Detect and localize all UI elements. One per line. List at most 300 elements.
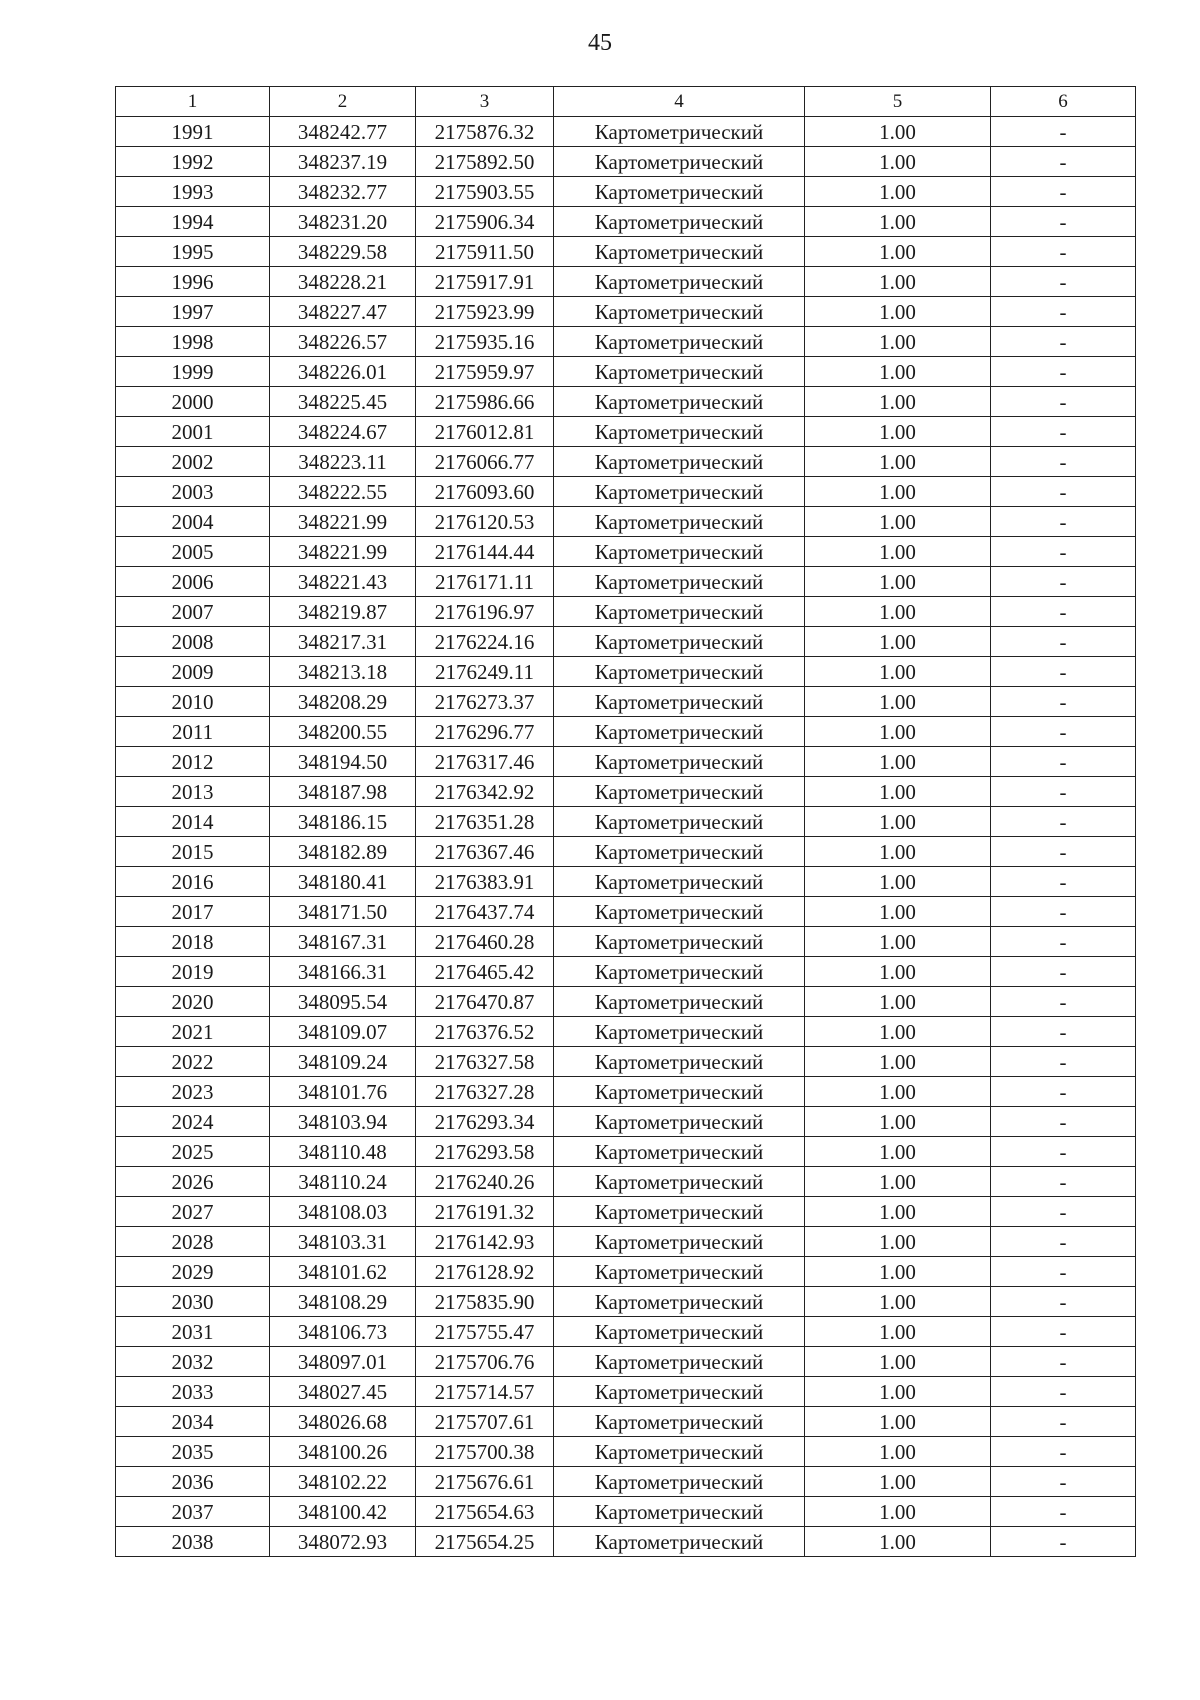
table-row bbox=[116, 237, 1136, 267]
note-cell: - bbox=[991, 327, 1136, 357]
y-coordinate-cell: 2175755.47 bbox=[416, 1317, 554, 1347]
table-row bbox=[116, 207, 1136, 237]
accuracy-cell: 1.00 bbox=[805, 447, 991, 477]
table-row bbox=[116, 717, 1136, 747]
x-coordinate-cell: 348110.48 bbox=[270, 1137, 416, 1167]
method-cell: Картометрический bbox=[554, 1317, 805, 1347]
point-number-cell: 1997 bbox=[116, 297, 270, 327]
point-number-cell: 2013 bbox=[116, 777, 270, 807]
table-row bbox=[116, 987, 1136, 1017]
accuracy-cell: 1.00 bbox=[805, 1017, 991, 1047]
y-coordinate-cell: 2175707.61 bbox=[416, 1407, 554, 1437]
y-coordinate-cell: 2176273.37 bbox=[416, 687, 554, 717]
note-cell: - bbox=[991, 1137, 1136, 1167]
accuracy-cell: 1.00 bbox=[805, 537, 991, 567]
method-cell: Картометрический bbox=[554, 837, 805, 867]
accuracy-cell: 1.00 bbox=[805, 1467, 991, 1497]
method-cell: Картометрический bbox=[554, 537, 805, 567]
table-row bbox=[116, 1317, 1136, 1347]
method-cell: Картометрический bbox=[554, 477, 805, 507]
point-number-cell: 2014 bbox=[116, 807, 270, 837]
accuracy-cell: 1.00 bbox=[805, 117, 991, 147]
method-cell: Картометрический bbox=[554, 237, 805, 267]
accuracy-cell: 1.00 bbox=[805, 477, 991, 507]
accuracy-cell: 1.00 bbox=[805, 747, 991, 777]
method-cell: Картометрический bbox=[554, 687, 805, 717]
note-cell: - bbox=[991, 507, 1136, 537]
accuracy-cell: 1.00 bbox=[805, 357, 991, 387]
accuracy-cell: 1.00 bbox=[805, 867, 991, 897]
point-number-cell: 2021 bbox=[116, 1017, 270, 1047]
note-cell: - bbox=[991, 1257, 1136, 1287]
table-row bbox=[116, 117, 1136, 147]
table-row bbox=[116, 417, 1136, 447]
note-cell: - bbox=[991, 1527, 1136, 1557]
note-cell: - bbox=[991, 1467, 1136, 1497]
note-cell: - bbox=[991, 1497, 1136, 1527]
point-number-cell: 2035 bbox=[116, 1437, 270, 1467]
x-coordinate-cell: 348237.19 bbox=[270, 147, 416, 177]
note-cell: - bbox=[991, 267, 1136, 297]
note-cell: - bbox=[991, 687, 1136, 717]
point-number-cell: 2023 bbox=[116, 1077, 270, 1107]
note-cell: - bbox=[991, 897, 1136, 927]
note-cell: - bbox=[991, 807, 1136, 837]
note-cell: - bbox=[991, 537, 1136, 567]
note-cell: - bbox=[991, 1077, 1136, 1107]
point-number-cell: 2004 bbox=[116, 507, 270, 537]
column-header-3: 3 bbox=[416, 87, 554, 117]
table-row bbox=[116, 327, 1136, 357]
accuracy-cell: 1.00 bbox=[805, 1167, 991, 1197]
x-coordinate-cell: 348194.50 bbox=[270, 747, 416, 777]
y-coordinate-cell: 2176144.44 bbox=[416, 537, 554, 567]
x-coordinate-cell: 348187.98 bbox=[270, 777, 416, 807]
column-header-2: 2 bbox=[270, 87, 416, 117]
accuracy-cell: 1.00 bbox=[805, 897, 991, 927]
y-coordinate-cell: 2176293.58 bbox=[416, 1137, 554, 1167]
table-row bbox=[116, 957, 1136, 987]
y-coordinate-cell: 2175917.91 bbox=[416, 267, 554, 297]
method-cell: Картометрический bbox=[554, 1017, 805, 1047]
note-cell: - bbox=[991, 147, 1136, 177]
point-number-cell: 2007 bbox=[116, 597, 270, 627]
x-coordinate-cell: 348100.42 bbox=[270, 1497, 416, 1527]
x-coordinate-cell: 348167.31 bbox=[270, 927, 416, 957]
x-coordinate-cell: 348103.31 bbox=[270, 1227, 416, 1257]
y-coordinate-cell: 2176240.26 bbox=[416, 1167, 554, 1197]
point-number-cell: 1992 bbox=[116, 147, 270, 177]
point-number-cell: 1995 bbox=[116, 237, 270, 267]
table-row bbox=[116, 477, 1136, 507]
point-number-cell: 2031 bbox=[116, 1317, 270, 1347]
table-row bbox=[116, 1287, 1136, 1317]
point-number-cell: 2033 bbox=[116, 1377, 270, 1407]
note-cell: - bbox=[991, 1047, 1136, 1077]
accuracy-cell: 1.00 bbox=[805, 1347, 991, 1377]
accuracy-cell: 1.00 bbox=[805, 1287, 991, 1317]
accuracy-cell: 1.00 bbox=[805, 387, 991, 417]
table-row bbox=[116, 297, 1136, 327]
method-cell: Картометрический bbox=[554, 1197, 805, 1227]
column-header-4: 4 bbox=[554, 87, 805, 117]
method-cell: Картометрический bbox=[554, 417, 805, 447]
accuracy-cell: 1.00 bbox=[805, 207, 991, 237]
x-coordinate-cell: 348106.73 bbox=[270, 1317, 416, 1347]
note-cell: - bbox=[991, 1437, 1136, 1467]
accuracy-cell: 1.00 bbox=[805, 1527, 991, 1557]
point-number-cell: 2026 bbox=[116, 1167, 270, 1197]
point-number-cell: 2018 bbox=[116, 927, 270, 957]
note-cell: - bbox=[991, 837, 1136, 867]
x-coordinate-cell: 348109.07 bbox=[270, 1017, 416, 1047]
x-coordinate-cell: 348225.45 bbox=[270, 387, 416, 417]
table-row bbox=[116, 777, 1136, 807]
note-cell: - bbox=[991, 117, 1136, 147]
y-coordinate-cell: 2176367.46 bbox=[416, 837, 554, 867]
y-coordinate-cell: 2176293.34 bbox=[416, 1107, 554, 1137]
y-coordinate-cell: 2176191.32 bbox=[416, 1197, 554, 1227]
table-row bbox=[116, 927, 1136, 957]
note-cell: - bbox=[991, 717, 1136, 747]
table-row bbox=[116, 1377, 1136, 1407]
table-row bbox=[116, 1257, 1136, 1287]
y-coordinate-cell: 2176376.52 bbox=[416, 1017, 554, 1047]
y-coordinate-cell: 2175986.66 bbox=[416, 387, 554, 417]
point-number-cell: 2006 bbox=[116, 567, 270, 597]
y-coordinate-cell: 2175959.97 bbox=[416, 357, 554, 387]
accuracy-cell: 1.00 bbox=[805, 1437, 991, 1467]
point-number-cell: 2028 bbox=[116, 1227, 270, 1257]
point-number-cell: 1999 bbox=[116, 357, 270, 387]
table-row bbox=[116, 687, 1136, 717]
point-number-cell: 2032 bbox=[116, 1347, 270, 1377]
x-coordinate-cell: 348109.24 bbox=[270, 1047, 416, 1077]
x-coordinate-cell: 348100.26 bbox=[270, 1437, 416, 1467]
point-number-cell: 2003 bbox=[116, 477, 270, 507]
point-number-cell: 2016 bbox=[116, 867, 270, 897]
table-row bbox=[116, 867, 1136, 897]
note-cell: - bbox=[991, 987, 1136, 1017]
y-coordinate-cell: 2176224.16 bbox=[416, 627, 554, 657]
x-coordinate-cell: 348108.03 bbox=[270, 1197, 416, 1227]
accuracy-cell: 1.00 bbox=[805, 807, 991, 837]
x-coordinate-cell: 348101.76 bbox=[270, 1077, 416, 1107]
point-number-cell: 2015 bbox=[116, 837, 270, 867]
y-coordinate-cell: 2175911.50 bbox=[416, 237, 554, 267]
accuracy-cell: 1.00 bbox=[805, 1227, 991, 1257]
y-coordinate-cell: 2176196.97 bbox=[416, 597, 554, 627]
x-coordinate-cell: 348166.31 bbox=[270, 957, 416, 987]
table-row bbox=[116, 537, 1136, 567]
y-coordinate-cell: 2176465.42 bbox=[416, 957, 554, 987]
note-cell: - bbox=[991, 957, 1136, 987]
point-number-cell: 2036 bbox=[116, 1467, 270, 1497]
accuracy-cell: 1.00 bbox=[805, 297, 991, 327]
y-coordinate-cell: 2175892.50 bbox=[416, 147, 554, 177]
note-cell: - bbox=[991, 657, 1136, 687]
note-cell: - bbox=[991, 237, 1136, 267]
table-row bbox=[116, 1197, 1136, 1227]
note-cell: - bbox=[991, 297, 1136, 327]
method-cell: Картометрический bbox=[554, 597, 805, 627]
method-cell: Картометрический bbox=[554, 177, 805, 207]
method-cell: Картометрический bbox=[554, 1377, 805, 1407]
accuracy-cell: 1.00 bbox=[805, 327, 991, 357]
note-cell: - bbox=[991, 1197, 1136, 1227]
note-cell: - bbox=[991, 1377, 1136, 1407]
table-body bbox=[116, 87, 1136, 1557]
y-coordinate-cell: 2175700.38 bbox=[416, 1437, 554, 1467]
note-cell: - bbox=[991, 867, 1136, 897]
x-coordinate-cell: 348200.55 bbox=[270, 717, 416, 747]
x-coordinate-cell: 348180.41 bbox=[270, 867, 416, 897]
table-row bbox=[116, 507, 1136, 537]
x-coordinate-cell: 348108.29 bbox=[270, 1287, 416, 1317]
method-cell: Картометрический bbox=[554, 897, 805, 927]
point-number-cell: 1996 bbox=[116, 267, 270, 297]
table-row bbox=[116, 1047, 1136, 1077]
note-cell: - bbox=[991, 777, 1136, 807]
accuracy-cell: 1.00 bbox=[805, 777, 991, 807]
method-cell: Картометрический bbox=[554, 747, 805, 777]
method-cell: Картометрический bbox=[554, 507, 805, 537]
method-cell: Картометрический bbox=[554, 717, 805, 747]
point-number-cell: 2030 bbox=[116, 1287, 270, 1317]
accuracy-cell: 1.00 bbox=[805, 987, 991, 1017]
x-coordinate-cell: 348110.24 bbox=[270, 1167, 416, 1197]
y-coordinate-cell: 2175706.76 bbox=[416, 1347, 554, 1377]
note-cell: - bbox=[991, 567, 1136, 597]
note-cell: - bbox=[991, 927, 1136, 957]
accuracy-cell: 1.00 bbox=[805, 1317, 991, 1347]
x-coordinate-cell: 348231.20 bbox=[270, 207, 416, 237]
x-coordinate-cell: 348026.68 bbox=[270, 1407, 416, 1437]
table-row bbox=[116, 1227, 1136, 1257]
x-coordinate-cell: 348219.87 bbox=[270, 597, 416, 627]
coordinates-table bbox=[115, 86, 1136, 1557]
table-row bbox=[116, 447, 1136, 477]
method-cell: Картометрический bbox=[554, 1527, 805, 1557]
method-cell: Картометрический bbox=[554, 1227, 805, 1257]
accuracy-cell: 1.00 bbox=[805, 1497, 991, 1527]
note-cell: - bbox=[991, 357, 1136, 387]
x-coordinate-cell: 348027.45 bbox=[270, 1377, 416, 1407]
y-coordinate-cell: 2176296.77 bbox=[416, 717, 554, 747]
point-number-cell: 2022 bbox=[116, 1047, 270, 1077]
table-row bbox=[116, 1497, 1136, 1527]
x-coordinate-cell: 348072.93 bbox=[270, 1527, 416, 1557]
accuracy-cell: 1.00 bbox=[805, 1407, 991, 1437]
method-cell: Картометрический bbox=[554, 777, 805, 807]
method-cell: Картометрический bbox=[554, 927, 805, 957]
point-number-cell: 1991 bbox=[116, 117, 270, 147]
note-cell: - bbox=[991, 1287, 1136, 1317]
method-cell: Картометрический bbox=[554, 1167, 805, 1197]
accuracy-cell: 1.00 bbox=[805, 177, 991, 207]
point-number-cell: 2025 bbox=[116, 1137, 270, 1167]
point-number-cell: 2011 bbox=[116, 717, 270, 747]
x-coordinate-cell: 348208.29 bbox=[270, 687, 416, 717]
x-coordinate-cell: 348095.54 bbox=[270, 987, 416, 1017]
y-coordinate-cell: 2176351.28 bbox=[416, 807, 554, 837]
accuracy-cell: 1.00 bbox=[805, 627, 991, 657]
method-cell: Картометрический bbox=[554, 867, 805, 897]
x-coordinate-cell: 348213.18 bbox=[270, 657, 416, 687]
x-coordinate-cell: 348223.11 bbox=[270, 447, 416, 477]
note-cell: - bbox=[991, 627, 1136, 657]
accuracy-cell: 1.00 bbox=[805, 1197, 991, 1227]
y-coordinate-cell: 2176066.77 bbox=[416, 447, 554, 477]
y-coordinate-cell: 2176327.28 bbox=[416, 1077, 554, 1107]
table-row bbox=[116, 657, 1136, 687]
point-number-cell: 1993 bbox=[116, 177, 270, 207]
method-cell: Картометрический bbox=[554, 1137, 805, 1167]
point-number-cell: 1998 bbox=[116, 327, 270, 357]
table-row bbox=[116, 387, 1136, 417]
point-number-cell: 2008 bbox=[116, 627, 270, 657]
table-row bbox=[116, 1137, 1136, 1167]
x-coordinate-cell: 348097.01 bbox=[270, 1347, 416, 1377]
point-number-cell: 2012 bbox=[116, 747, 270, 777]
table-row bbox=[116, 747, 1136, 777]
x-coordinate-cell: 348224.67 bbox=[270, 417, 416, 447]
method-cell: Картометрический bbox=[554, 1437, 805, 1467]
method-cell: Картометрический bbox=[554, 627, 805, 657]
x-coordinate-cell: 348228.21 bbox=[270, 267, 416, 297]
accuracy-cell: 1.00 bbox=[805, 657, 991, 687]
point-number-cell: 2027 bbox=[116, 1197, 270, 1227]
y-coordinate-cell: 2176171.11 bbox=[416, 567, 554, 597]
point-number-cell: 2020 bbox=[116, 987, 270, 1017]
y-coordinate-cell: 2176093.60 bbox=[416, 477, 554, 507]
x-coordinate-cell: 348226.57 bbox=[270, 327, 416, 357]
accuracy-cell: 1.00 bbox=[805, 567, 991, 597]
method-cell: Картометрический bbox=[554, 1347, 805, 1377]
table-row bbox=[116, 1107, 1136, 1137]
accuracy-cell: 1.00 bbox=[805, 1047, 991, 1077]
x-coordinate-cell: 348186.15 bbox=[270, 807, 416, 837]
accuracy-cell: 1.00 bbox=[805, 237, 991, 267]
point-number-cell: 2001 bbox=[116, 417, 270, 447]
y-coordinate-cell: 2176470.87 bbox=[416, 987, 554, 1017]
x-coordinate-cell: 348227.47 bbox=[270, 297, 416, 327]
point-number-cell: 1994 bbox=[116, 207, 270, 237]
accuracy-cell: 1.00 bbox=[805, 837, 991, 867]
method-cell: Картометрический bbox=[554, 327, 805, 357]
x-coordinate-cell: 348221.99 bbox=[270, 537, 416, 567]
point-number-cell: 2029 bbox=[116, 1257, 270, 1287]
y-coordinate-cell: 2176249.11 bbox=[416, 657, 554, 687]
note-cell: - bbox=[991, 477, 1136, 507]
x-coordinate-cell: 348217.31 bbox=[270, 627, 416, 657]
y-coordinate-cell: 2176120.53 bbox=[416, 507, 554, 537]
accuracy-cell: 1.00 bbox=[805, 267, 991, 297]
accuracy-cell: 1.00 bbox=[805, 957, 991, 987]
x-coordinate-cell: 348171.50 bbox=[270, 897, 416, 927]
y-coordinate-cell: 2176142.93 bbox=[416, 1227, 554, 1257]
method-cell: Картометрический bbox=[554, 1497, 805, 1527]
y-coordinate-cell: 2175676.61 bbox=[416, 1467, 554, 1497]
table-header-row bbox=[116, 87, 1136, 117]
point-number-cell: 2017 bbox=[116, 897, 270, 927]
x-coordinate-cell: 348242.77 bbox=[270, 117, 416, 147]
accuracy-cell: 1.00 bbox=[805, 1377, 991, 1407]
table-row bbox=[116, 567, 1136, 597]
x-coordinate-cell: 348229.58 bbox=[270, 237, 416, 267]
y-coordinate-cell: 2175654.25 bbox=[416, 1527, 554, 1557]
y-coordinate-cell: 2175714.57 bbox=[416, 1377, 554, 1407]
page-number: 45 bbox=[588, 30, 612, 56]
accuracy-cell: 1.00 bbox=[805, 1137, 991, 1167]
note-cell: - bbox=[991, 747, 1136, 777]
table-row bbox=[116, 1017, 1136, 1047]
table-row bbox=[116, 1437, 1136, 1467]
table-row bbox=[116, 177, 1136, 207]
accuracy-cell: 1.00 bbox=[805, 1077, 991, 1107]
accuracy-cell: 1.00 bbox=[805, 597, 991, 627]
y-coordinate-cell: 2175923.99 bbox=[416, 297, 554, 327]
y-coordinate-cell: 2175876.32 bbox=[416, 117, 554, 147]
note-cell: - bbox=[991, 1227, 1136, 1257]
point-number-cell: 2000 bbox=[116, 387, 270, 417]
accuracy-cell: 1.00 bbox=[805, 927, 991, 957]
method-cell: Картометрический bbox=[554, 1287, 805, 1317]
note-cell: - bbox=[991, 597, 1136, 627]
table-row bbox=[116, 597, 1136, 627]
note-cell: - bbox=[991, 387, 1136, 417]
method-cell: Картометрический bbox=[554, 1257, 805, 1287]
point-number-cell: 2005 bbox=[116, 537, 270, 567]
x-coordinate-cell: 348226.01 bbox=[270, 357, 416, 387]
method-cell: Картометрический bbox=[554, 207, 805, 237]
method-cell: Картометрический bbox=[554, 357, 805, 387]
y-coordinate-cell: 2176317.46 bbox=[416, 747, 554, 777]
column-header-1: 1 bbox=[116, 87, 270, 117]
x-coordinate-cell: 348182.89 bbox=[270, 837, 416, 867]
method-cell: Картометрический bbox=[554, 957, 805, 987]
method-cell: Картометрический bbox=[554, 387, 805, 417]
point-number-cell: 2010 bbox=[116, 687, 270, 717]
note-cell: - bbox=[991, 207, 1136, 237]
note-cell: - bbox=[991, 1347, 1136, 1377]
note-cell: - bbox=[991, 417, 1136, 447]
method-cell: Картометрический bbox=[554, 297, 805, 327]
x-coordinate-cell: 348221.43 bbox=[270, 567, 416, 597]
note-cell: - bbox=[991, 1167, 1136, 1197]
y-coordinate-cell: 2176012.81 bbox=[416, 417, 554, 447]
table-row bbox=[116, 837, 1136, 867]
y-coordinate-cell: 2176383.91 bbox=[416, 867, 554, 897]
y-coordinate-cell: 2176460.28 bbox=[416, 927, 554, 957]
accuracy-cell: 1.00 bbox=[805, 147, 991, 177]
table-row bbox=[116, 267, 1136, 297]
accuracy-cell: 1.00 bbox=[805, 507, 991, 537]
y-coordinate-cell: 2175903.55 bbox=[416, 177, 554, 207]
method-cell: Картометрический bbox=[554, 267, 805, 297]
point-number-cell: 2038 bbox=[116, 1527, 270, 1557]
method-cell: Картометрический bbox=[554, 1407, 805, 1437]
y-coordinate-cell: 2176437.74 bbox=[416, 897, 554, 927]
x-coordinate-cell: 348222.55 bbox=[270, 477, 416, 507]
table-row bbox=[116, 897, 1136, 927]
method-cell: Картометрический bbox=[554, 567, 805, 597]
method-cell: Картометрический bbox=[554, 447, 805, 477]
method-cell: Картометрический bbox=[554, 147, 805, 177]
note-cell: - bbox=[991, 177, 1136, 207]
y-coordinate-cell: 2176327.58 bbox=[416, 1047, 554, 1077]
x-coordinate-cell: 348221.99 bbox=[270, 507, 416, 537]
